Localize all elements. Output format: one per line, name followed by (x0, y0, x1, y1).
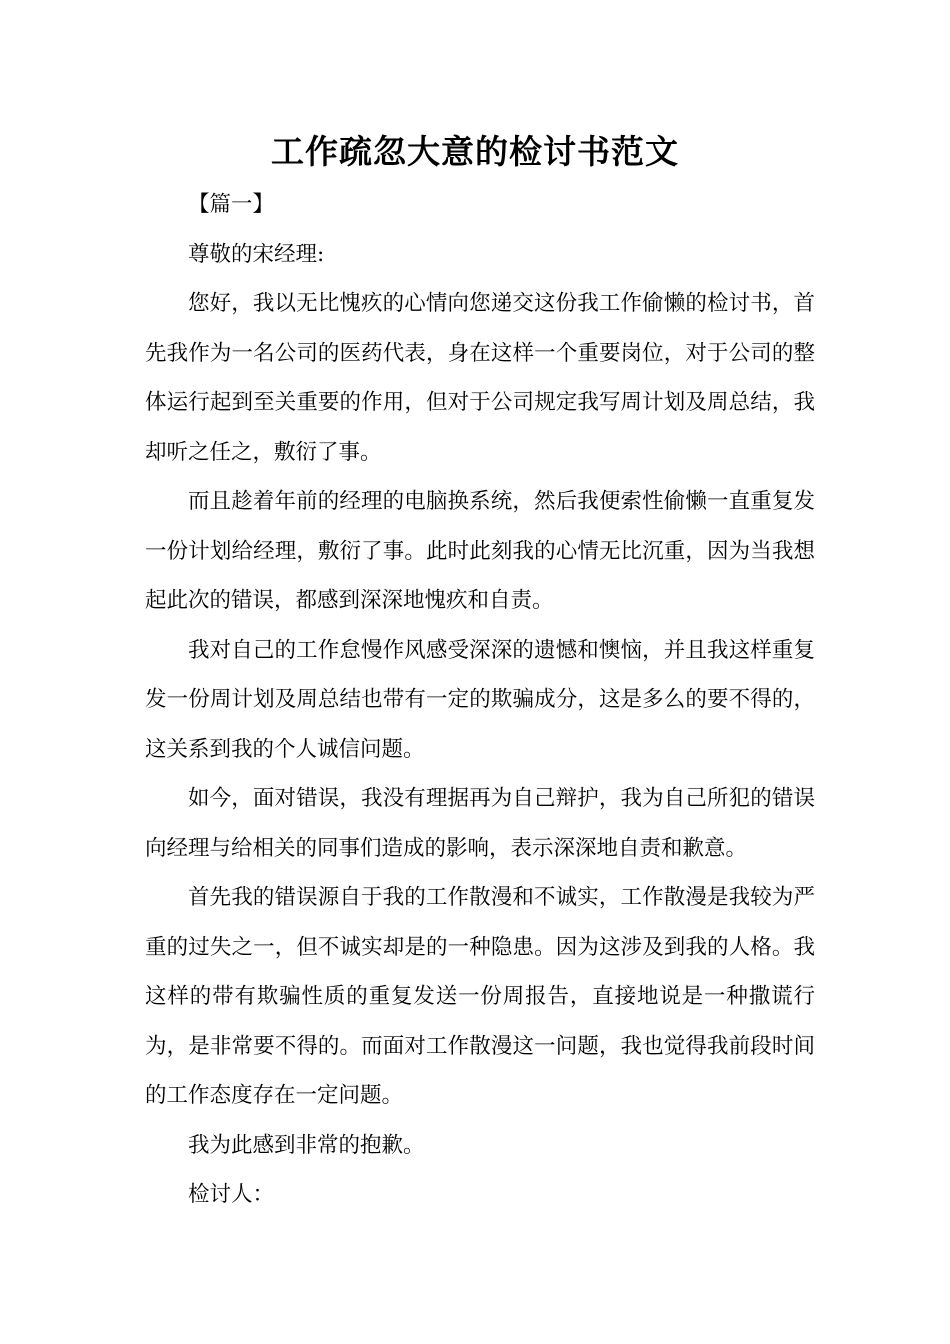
salutation: 尊敬的宋经理: (188, 241, 325, 267)
signature-label: 检讨人： (188, 1182, 275, 1207)
section-label: 【篇一】 (188, 192, 275, 217)
paragraph-2: 而且趁着年前的经理的电脑换系统，然后我便索性偷懒一直重复发一份计划给经理，敷衍了事。此时此刻我的心情无比沉重，因为当我想起此次的错误，都感到深深地愧疚和自责。 (145, 489, 815, 613)
paragraph-3: 我对自己的工作怠慢作风感受深深的遗憾和懊恼，并且我这样重复发一份周计划及周总结也带有一定的欺骗成分，这是多么的要不得的，这关系到我的个人诚信问题。 (145, 637, 815, 762)
paragraph-1: 您好，我以无比愧疚的心情向您递交这份我工作偷懒的检讨书，首先我作为一名公司的医药代表，身在这样一个重要岗位，对于公司的整体运行起到至关重要的作用，但对于公司规定我写周计划及周总结，我却听之任之，敷衍了事。 (145, 291, 815, 465)
paragraph-6: 我为此感到非常的抱歉。 (188, 1132, 425, 1158)
paragraph-4: 如今，面对错误，我没有理据再为自己辩护，我为自己所犯的错误向经理与给相关的同事们造成的影响，表示深深地自责和歉意。 (145, 786, 815, 861)
paragraph-5: 首先我的错误源自于我的工作散漫和不诚实，工作散漫是我较为严重的过失之一，但不诚实却是的一种隐患。因为这涉及到我的人格。我这样的带有欺骗性质的重复发送一份周报告，直接地说是一种撒谎行为，是非常要不得的。而面对工作散漫这一问题，我也觉得我前段时间的工作态度存在一定问题。 (145, 885, 815, 1108)
document-body (145, 180, 815, 1220)
document-title: 工作疏忽大意的检讨书范文 (271, 132, 679, 171)
